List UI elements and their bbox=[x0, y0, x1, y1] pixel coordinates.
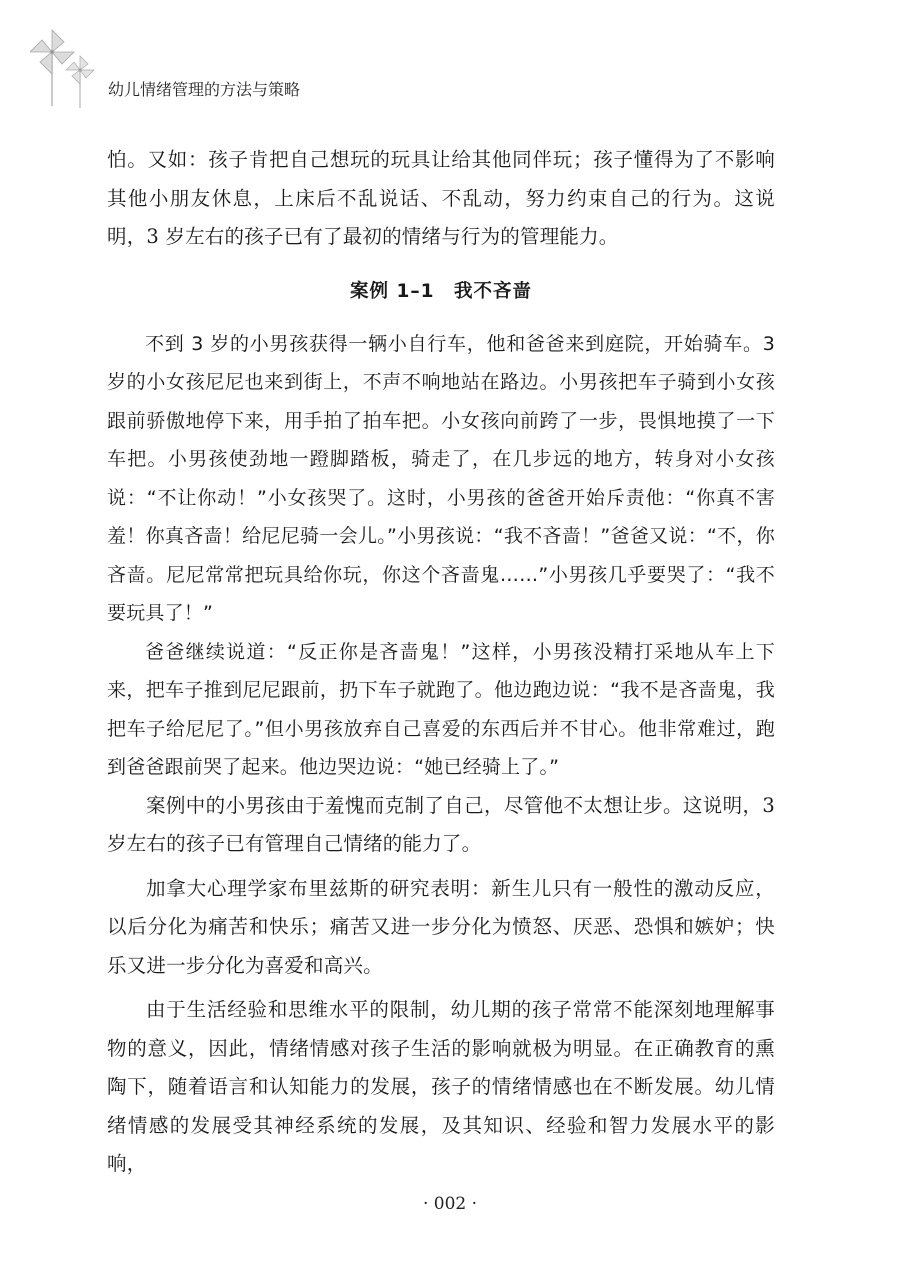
running-title: 幼儿情绪管理的方法与策略 bbox=[108, 80, 301, 99]
body-paragraph-2: 加拿大心理学家布里兹斯的研究表明：新生儿只有一般性的激动反应，以后分化为痛苦和快乐；痛苦又进一步分化为愤怒、厌恶、恐惧和嫉妒；快乐又进一步分化为喜爱和高兴。 bbox=[107, 876, 775, 977]
case-body bbox=[107, 325, 775, 787]
page-number: · 002 · bbox=[422, 1194, 478, 1214]
case-paragraph-2: 爸爸继续说道：“反正你是吝啬鬼！”这样，小男孩没精打采地从车上下来，把车子推到尼尼跟前，扔下车子就跑了。他边跑边说：“我不是吝啬鬼，我把车子给尼尼了。”但小男孩放弃自己喜爱的东西后并不甘心。他非常难过，跑到爸爸跟前哭了起来。他边哭边说：“她已经骑上了。” bbox=[107, 640, 775, 778]
case-paragraph-1: 不到 3 岁的小男孩获得一辆小自行车，他和爸爸来到庭院，开始骑车。3 岁的小女孩尼尼也来到街上，不声不响地站在路边。小男孩把车子骑到小女孩跟前骄傲地停下来，用手拍了拍车把。小女孩向前跨了一步，畏惧地摸了一下车把。小男孩使劲地一蹬脚踏板，骑走了，在几步远的地方，转身对小女孩说：“不让你动！”小女孩哭了。这时，小男孩的爸爸开始斥责他：“你真不害羞！你真吝啬！给尼尼骑一会儿。”小男孩说：“我不吝啬！”爸爸又说：“不，你吝啬。尼尼常常把玩具给你玩，你这个吝啬鬼……”小男孩几乎要哭了：“我不要玩具了！” bbox=[107, 332, 775, 624]
case-title: 案例 1–1 我不吝啬 bbox=[350, 280, 532, 302]
pinwheel-large bbox=[30, 30, 74, 106]
intro-paragraph: 怕。又如：孩子肯把自己想玩的玩具让给其他同伴玩；孩子懂得为了不影响其他小朋友休息，上床后不乱说话、不乱动，努力约束自己的行为。这说明，3 岁左右的孩子已有了最初的情绪与行为的管理能力。 bbox=[107, 148, 775, 248]
body-paragraph-3: 由于生活经验和思维水平的限制，幼儿期的孩子常常不能深刻地理解事物的意义，因此，情绪情感对孩子生活的影响就极为明显。在正确教育的熏陶下，随着语言和认知能力的发展，孩子的情绪情感也在不断发展。幼儿情绪情感的发展受其神经系统的发展，及其知识、经验和智力发展水平的影响， bbox=[107, 998, 775, 1175]
pinwheel-small bbox=[66, 56, 94, 108]
page-header bbox=[30, 28, 870, 108]
page-content bbox=[107, 141, 775, 1184]
body-paragraph-1: 案例中的小男孩由于羞愧而克制了自己，尽管他不太想让步。这说明，3 岁左右的孩子已有管理自己情绪的能力了。 bbox=[107, 793, 775, 855]
